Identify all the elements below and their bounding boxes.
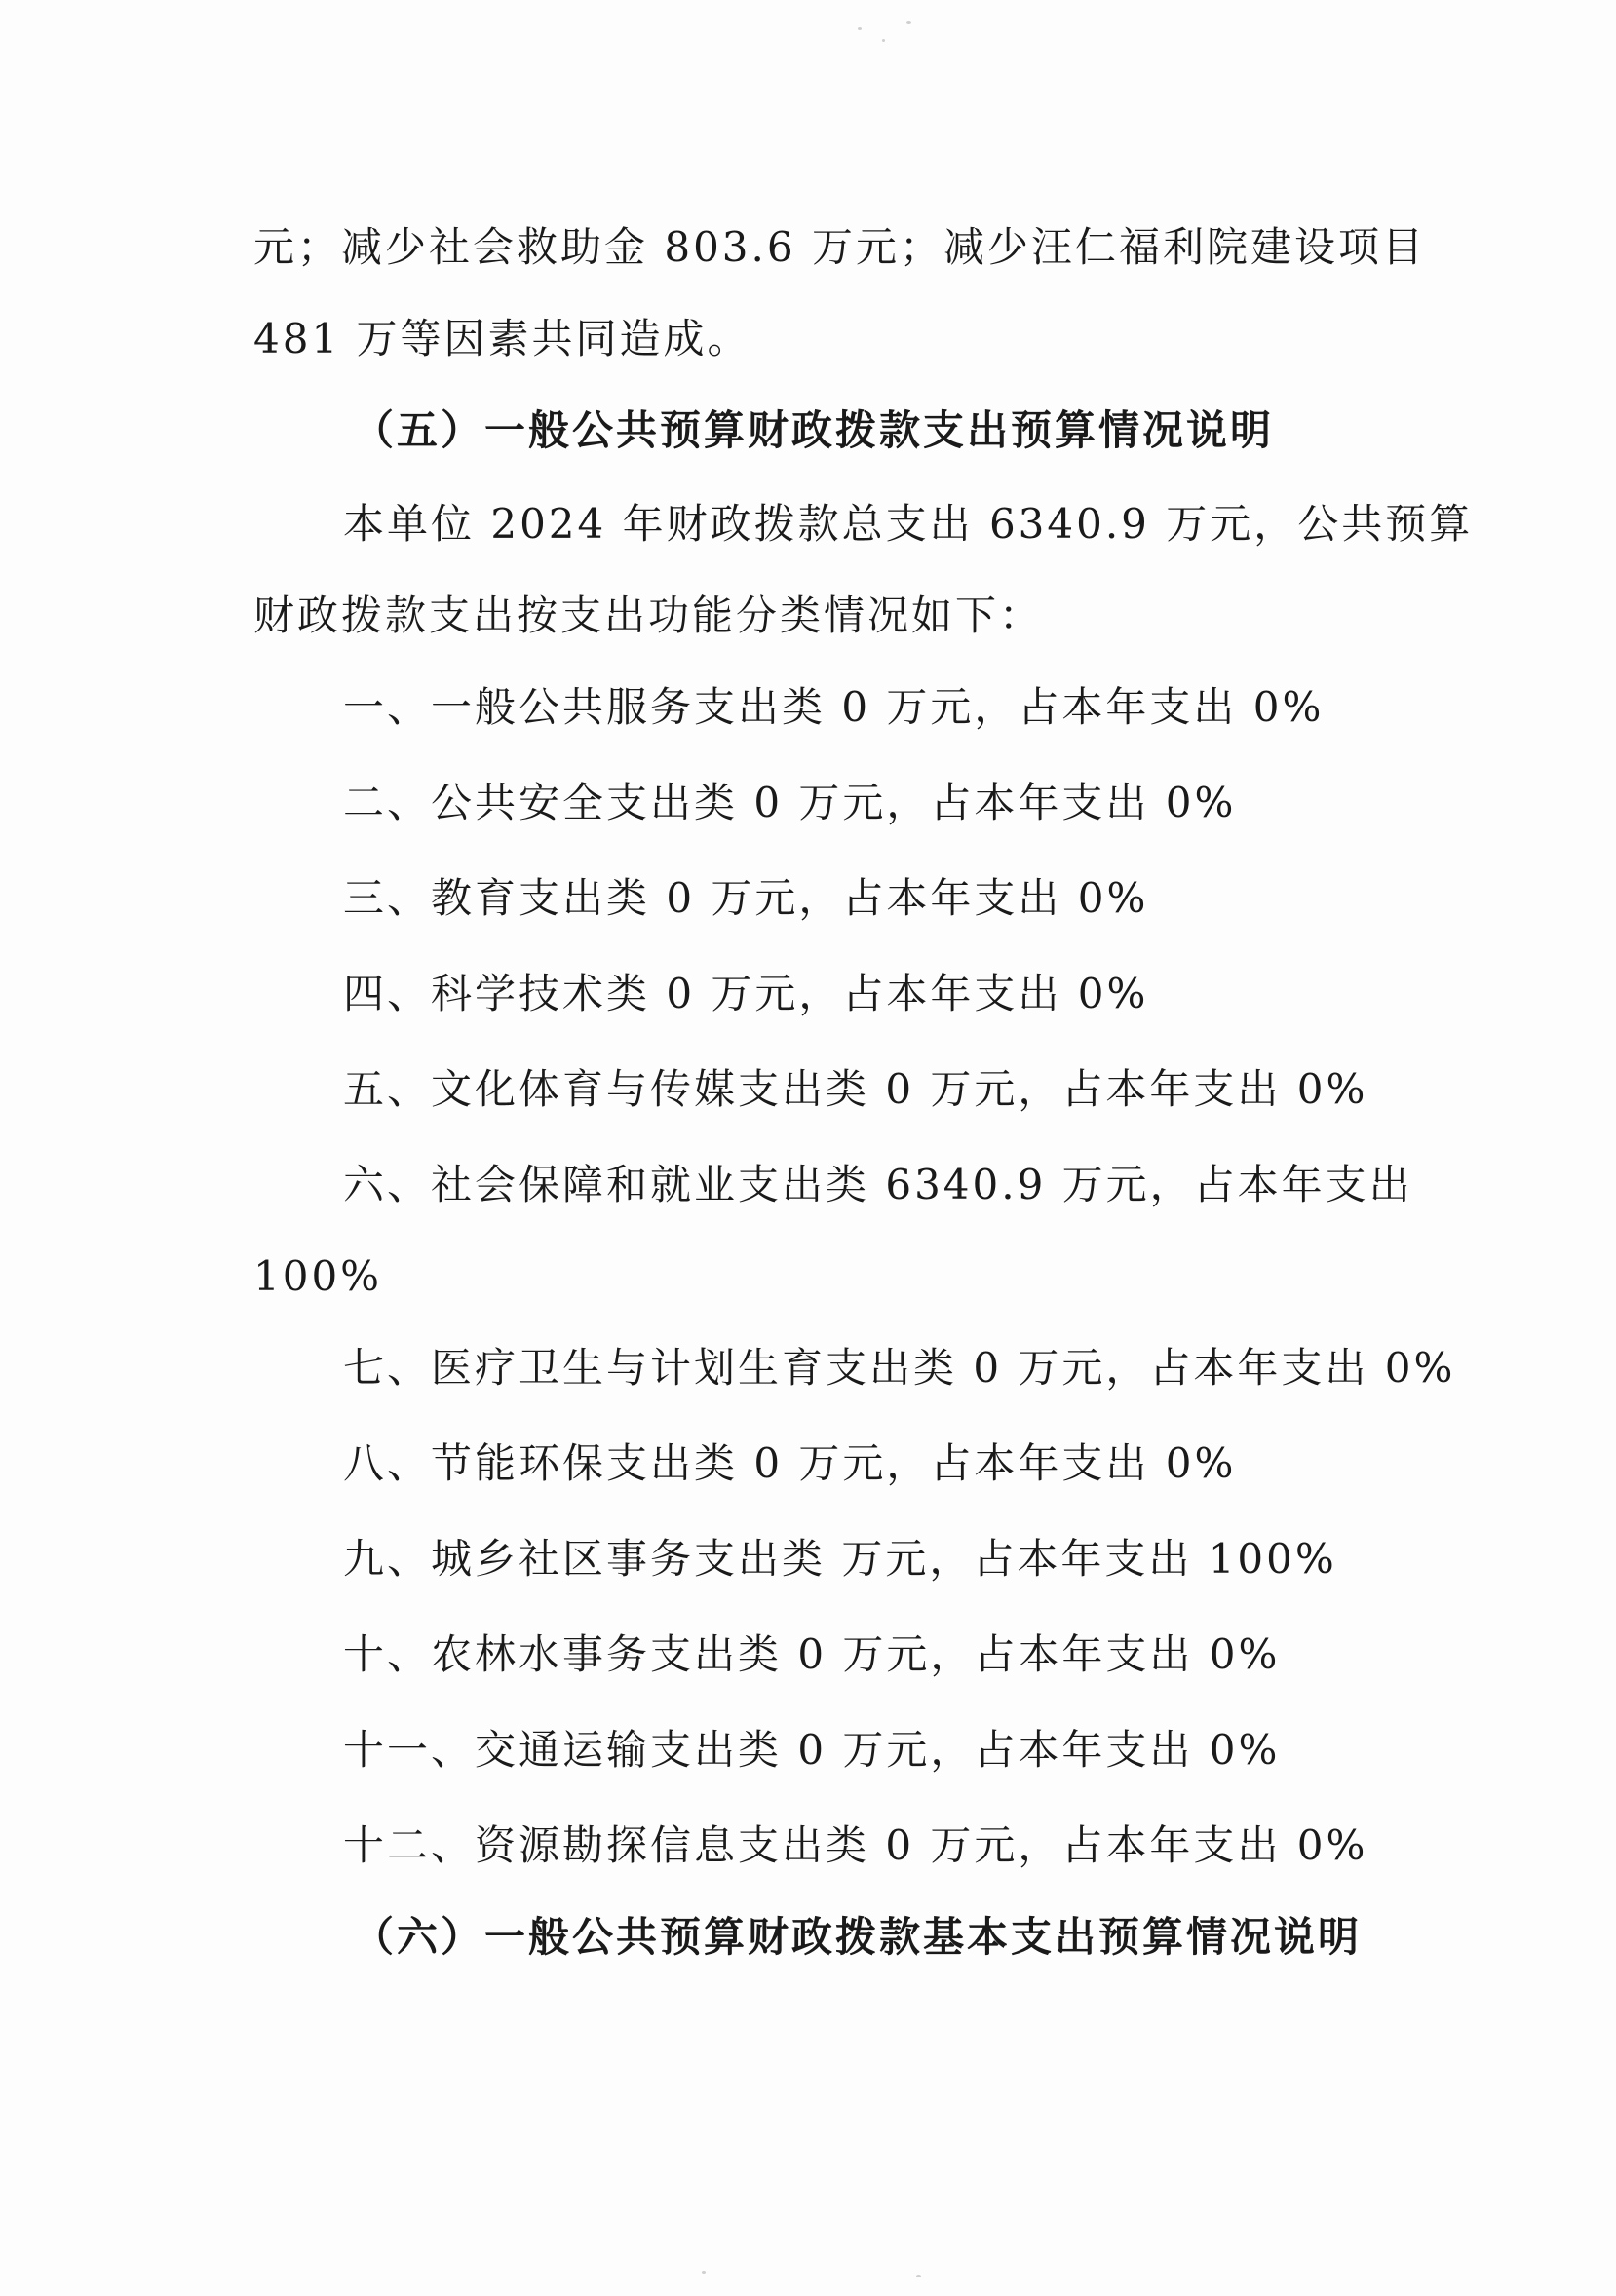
section-heading: （五）一般公共预算财政拨款支出预算情况说明	[353, 406, 1275, 454]
paragraph-line: 本单位 2024 年财政拨款总支出 6340.9 万元，公共预算	[343, 500, 1474, 548]
paragraph-line: 481 万等因素共同造成。	[253, 315, 751, 363]
list-item: 一、一般公共服务支出类 0 万元，占本年支出 0%	[343, 683, 1325, 731]
list-item: 六、社会保障和就业支出类 6340.9 万元，占本年支出	[343, 1161, 1413, 1208]
list-item: 五、文化体育与传媒支出类 0 万元，占本年支出 0%	[343, 1065, 1368, 1113]
list-item: 十、农林水事务支出类 0 万元，占本年支出 0%	[343, 1630, 1281, 1678]
scan-speck	[882, 39, 885, 42]
list-item: 三、教育支出类 0 万元，占本年支出 0%	[343, 874, 1149, 922]
list-item: 四、科学技术类 0 万元，占本年支出 0%	[343, 970, 1149, 1017]
scan-speck	[858, 27, 862, 30]
paragraph-line: 元；减少社会救助金 803.6 万元；减少汪仁福利院建设项目	[253, 223, 1426, 271]
scan-speck	[916, 2275, 921, 2277]
section-heading: （六）一般公共预算财政拨款基本支出预算情况说明	[353, 1913, 1363, 1961]
list-item: 九、城乡社区事务支出类 万元，占本年支出 100%	[343, 1535, 1337, 1583]
list-item: 二、公共安全支出类 0 万元，占本年支出 0%	[343, 779, 1237, 826]
list-item: 八、节能环保支出类 0 万元，占本年支出 0%	[343, 1439, 1237, 1487]
list-item-continuation: 100%	[253, 1252, 383, 1300]
list-item: 十二、资源勘探信息支出类 0 万元，占本年支出 0%	[343, 1821, 1368, 1869]
scan-speck	[702, 2271, 706, 2274]
scan-speck	[906, 21, 911, 24]
paragraph-line: 财政拨款支出按支出功能分类情况如下：	[253, 592, 1044, 639]
list-item: 十一、交通运输支出类 0 万元，占本年支出 0%	[343, 1726, 1281, 1774]
list-item: 七、医疗卫生与计划生育支出类 0 万元，占本年支出 0%	[343, 1344, 1456, 1392]
